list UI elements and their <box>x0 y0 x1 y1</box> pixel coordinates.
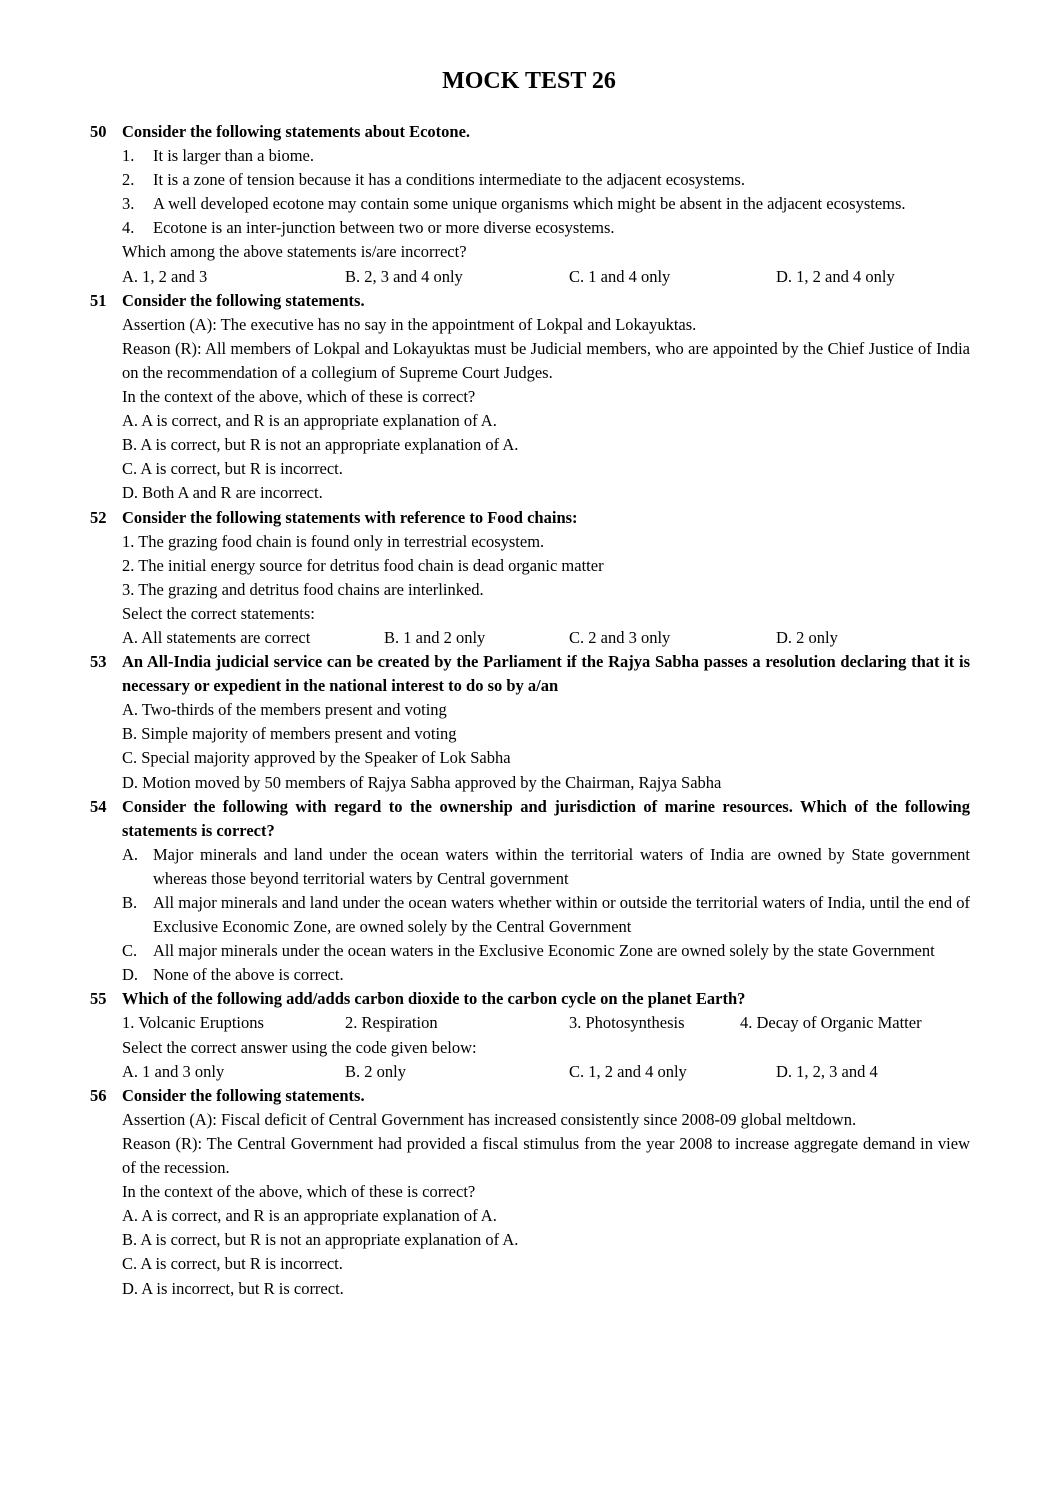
option-label: C. <box>122 941 138 961</box>
option-c: C. A is correct, but R is incorrect. <box>122 459 343 479</box>
option-text: All major minerals under the ocean waters in the Exclusive Economic Zone are owned solely by the state Government <box>153 941 935 961</box>
choice: 3. Photosynthesis <box>569 1013 685 1033</box>
option-c: C. 1 and 4 only <box>569 266 671 286</box>
option-b: B. 1 and 2 only <box>384 627 486 647</box>
question-prompt: Select the correct statements: <box>122 603 315 623</box>
question-number: 50 <box>90 122 107 141</box>
option-d <box>122 963 970 987</box>
question-text: Consider the following statements with reference to Food chains: <box>122 507 578 527</box>
question-54 <box>90 795 970 988</box>
option-b: B. 2 only <box>345 1061 406 1081</box>
statement: 1. The grazing food chain is found only in terrestrial ecosystem. <box>122 531 545 551</box>
option-a: A. A is correct, and R is an appropriate explanation of A. <box>122 411 497 431</box>
statement-text: Ecotone is an inter-junction between two or more diverse ecosystems. <box>153 218 615 238</box>
question-53 <box>90 650 970 795</box>
option-label: D. <box>122 965 139 985</box>
question-text: Which of the following add/adds carbon dioxide to the carbon cycle on the planet Earth? <box>122 989 746 1009</box>
statement-text: A well developed ecotone may contain some unique organisms which might be absent in the adjacent ecosystems. <box>153 194 906 214</box>
question-51 <box>90 289 970 506</box>
option-b: B. A is correct, but R is not an appropriate explanation of A. <box>122 435 519 455</box>
question-56 <box>90 1084 970 1301</box>
statement-label: 4. <box>122 218 135 238</box>
options-row <box>122 1060 970 1084</box>
option-a <box>122 843 970 891</box>
question-number: 51 <box>90 290 107 310</box>
question-number: 53 <box>90 652 107 672</box>
option-a: A. All statements are correct <box>122 627 311 647</box>
choice: 2. Respiration <box>345 1013 438 1033</box>
option-b: B. Simple majority of members present and voting <box>122 724 457 744</box>
option-c: C. 2 and 3 only <box>569 627 671 647</box>
question-list <box>90 120 970 1301</box>
statement: 2. The initial energy source for detritus food chain is dead organic matter <box>122 555 604 575</box>
options-row <box>122 626 970 650</box>
reason: Reason (R): All members of Lokpal and Lokayuktas must be Judicial members, who are appointed by the Chief Justice of India on the recommendation of a collegium of Supreme Court Judges. <box>122 338 970 382</box>
option-text: None of the above is correct. <box>153 965 344 985</box>
statement-text: It is larger than a biome. <box>153 146 314 166</box>
question-prompt: In the context of the above, which of these is correct? <box>122 1182 476 1202</box>
option-c <box>122 939 970 963</box>
option-d: D. Motion moved by 50 members of Rajya Sabha approved by the Chairman, Rajya Sabha <box>122 772 722 792</box>
option-c: C. A is correct, but R is incorrect. <box>122 1254 343 1274</box>
choice: 1. Volcanic Eruptions <box>122 1013 264 1033</box>
statement-label: 1. <box>122 146 135 166</box>
question-text: Consider the following statements about Ecotone. <box>122 122 471 141</box>
question-prompt: Which among the above statements is/are incorrect? <box>122 242 467 262</box>
option-d: D. 2 only <box>776 627 838 647</box>
question-number: 52 <box>90 507 107 527</box>
statement <box>122 144 970 168</box>
question-55 <box>90 987 970 1083</box>
statement: 3. The grazing and detritus food chains are interlinked. <box>122 579 484 599</box>
question-prompt: In the context of the above, which of these is correct? <box>122 387 476 407</box>
options-row <box>122 265 970 289</box>
question-number: 56 <box>90 1085 107 1105</box>
statement-label: 3. <box>122 194 135 214</box>
question-number: 55 <box>90 989 107 1009</box>
question-text: Consider the following statements. <box>122 1085 365 1105</box>
option-d: D. 1, 2 and 4 only <box>776 266 895 286</box>
page-title: MOCK TEST 26 <box>442 68 616 94</box>
statement <box>122 192 970 216</box>
option-d: D. Both A and R are incorrect. <box>122 483 323 503</box>
question-text: An All-India judicial service can be created by the Parliament if the Rajya Sabha passes a resolution declaring that it is necessary or expedient in the national interest to do so by a/an <box>122 652 970 696</box>
option-c: C. 1, 2 and 4 only <box>569 1061 687 1081</box>
option-text: Major minerals and land under the ocean waters within the territorial waters of India are owned by State government whereas those beyond territorial waters by Central government <box>153 844 970 888</box>
option-text: All major minerals and land under the ocean waters whether within or outside the territorial waters of India, until the end of Exclusive Economic Zone, are owned solely by the Central Government <box>153 893 970 937</box>
option-a: A. 1 and 3 only <box>122 1061 225 1081</box>
statement <box>122 168 970 192</box>
choice: 4. Decay of Organic Matter <box>740 1013 922 1033</box>
assertion: Assertion (A): The executive has no say in the appointment of Lokpal and Lokayuktas. <box>122 314 697 334</box>
option-label: A. <box>122 844 139 864</box>
option-a: A. Two-thirds of the members present and voting <box>122 700 447 720</box>
statement-label: 2. <box>122 170 135 190</box>
question-prompt: Select the correct answer using the code given below: <box>122 1037 477 1057</box>
option-c: C. Special majority approved by the Speaker of Lok Sabha <box>122 748 511 768</box>
option-b <box>122 891 970 939</box>
option-d: D. A is incorrect, but R is correct. <box>122 1278 344 1298</box>
option-a: A. 1, 2 and 3 <box>122 266 208 286</box>
question-52 <box>90 506 970 651</box>
reason: Reason (R): The Central Government had provided a fiscal stimulus from the year 2008 to increase aggregate demand in view of the recession. <box>122 1133 970 1178</box>
question-text: Consider the following statements. <box>122 290 365 310</box>
assertion: Assertion (A): Fiscal deficit of Central Government has increased consistently since 2008-09 global meltdown. <box>122 1109 857 1129</box>
option-b: B. 2, 3 and 4 only <box>345 266 463 286</box>
option-d: D. 1, 2, 3 and 4 <box>776 1061 878 1081</box>
question-text: Consider the following with regard to the ownership and jurisdiction of marine resources. Which of the following statements is correct? <box>122 796 970 840</box>
statement <box>122 216 970 240</box>
choices-row <box>122 1011 970 1035</box>
option-label: B. <box>122 893 138 912</box>
option-a: A. A is correct, and R is an appropriate explanation of A. <box>122 1206 497 1226</box>
question-50 <box>90 120 970 289</box>
statement-text: It is a zone of tension because it has a conditions intermediate to the adjacent ecosystems. <box>153 170 745 190</box>
question-number: 54 <box>90 796 107 816</box>
option-b: B. A is correct, but R is not an appropriate explanation of A. <box>122 1230 519 1250</box>
